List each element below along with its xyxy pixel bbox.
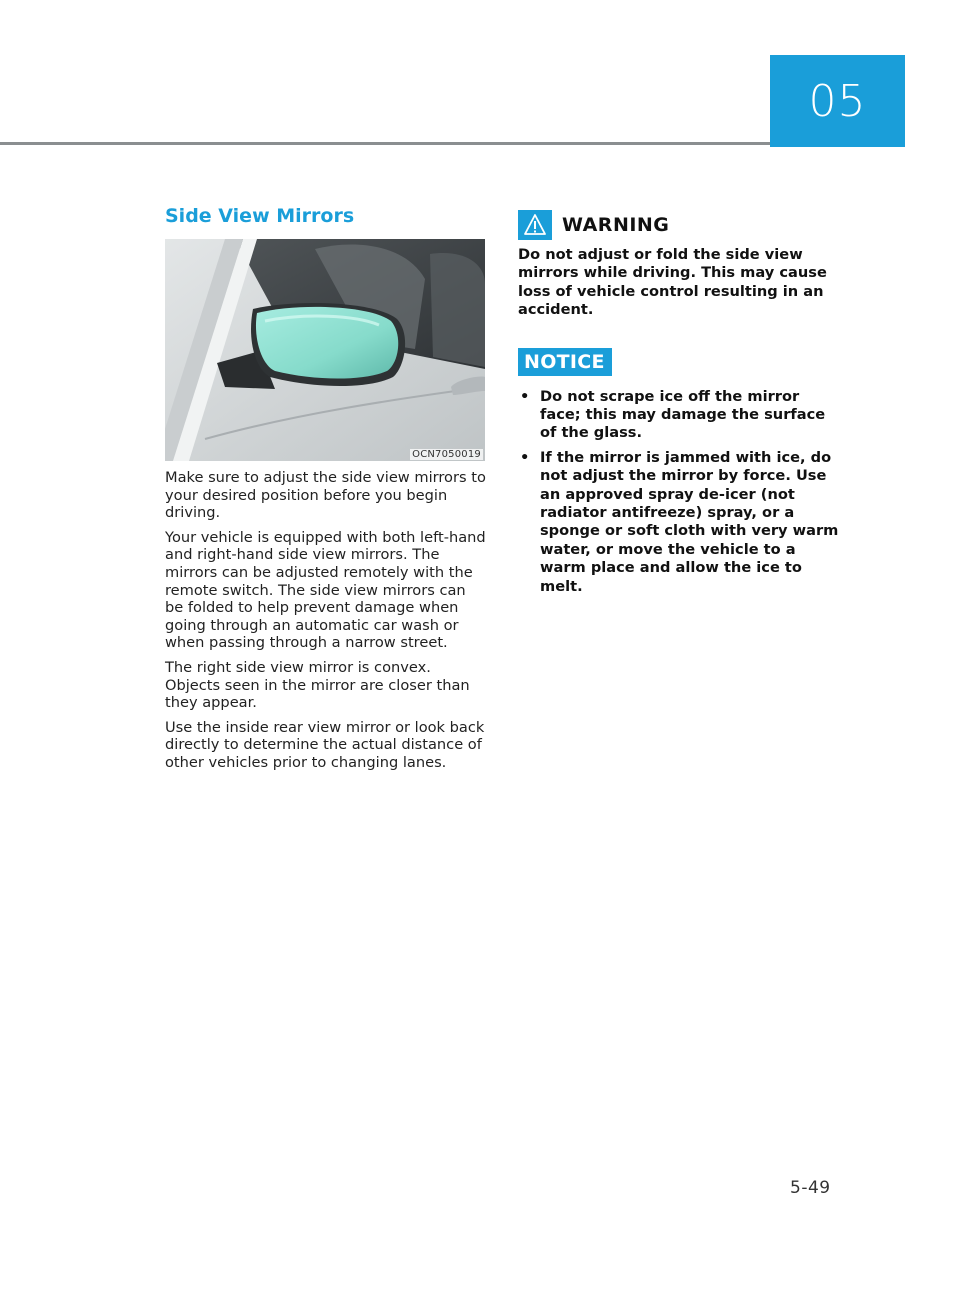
warning-text: Do not adjust or fold the side view mirrors while driving. This may cause loss of vehicle control resulting in an accident. [518, 246, 827, 319]
warning-title: WARNING [562, 214, 670, 236]
figure-code: OCN7050019 [412, 449, 481, 460]
bullet: • [520, 387, 530, 405]
notice-item [518, 388, 843, 443]
page-number: 5-49 [790, 1178, 831, 1198]
side-mirror-illustration [165, 239, 485, 461]
notice-list [518, 388, 843, 596]
notice-item [518, 449, 843, 596]
section-title: Side View Mirrors [165, 205, 355, 227]
header-rule [0, 142, 770, 145]
notice-badge: NOTICE [518, 348, 612, 376]
body-paragraph: Use the inside rear view mirror or look back directly to determine the actual distance of other vehicles prior to changing lanes. [165, 718, 485, 771]
bullet: • [520, 448, 530, 466]
notice-item-text: Do not scrape ice off the mirror face; this may damage the surface of the glass. [540, 387, 826, 442]
warning-header [518, 210, 843, 240]
body-paragraph: Your vehicle is equipped with both left-hand and right-hand side view mirrors. The mirrors can be adjusted remotely with the remote switch. The side view mirrors can be folded to help prevent damage when going through an automatic car wash or when passing through a narrow street. [165, 528, 486, 652]
right-column [518, 210, 843, 602]
body-paragraph: The right side view mirror is convex. Objects seen in the mirror are closer than they appear. [165, 658, 470, 712]
warning-icon [518, 210, 552, 240]
chapter-tab: 05 [770, 55, 905, 147]
left-column [165, 205, 487, 779]
side-mirror-figure [165, 239, 485, 461]
notice-item-text: If the mirror is jammed with ice, do not adjust the mirror by force. Use an approved spray de-icer (not radiator antifreeze) spray, or a sponge or soft cloth with very warm water, or move the vehicle to a warm place and allow the ice to melt. [540, 448, 839, 595]
body-paragraph: Make sure to adjust the side view mirrors to your desired position before you begin driving. [165, 469, 486, 522]
